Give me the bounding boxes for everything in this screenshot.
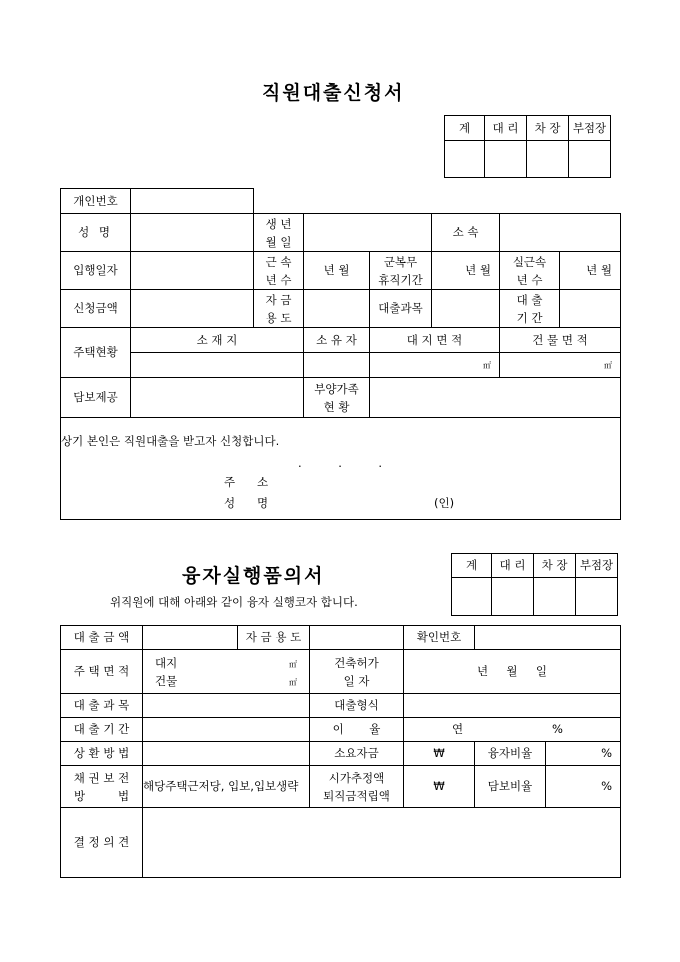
- collateral-label: 담보제공: [61, 378, 131, 418]
- personal-no-field[interactable]: [131, 189, 254, 214]
- dependents-label-1: 부양가족: [314, 381, 359, 396]
- fund-usage-label: 자 금 용 도: [238, 626, 310, 650]
- purpose-label-1: 자 금: [265, 292, 292, 307]
- land-label: 대지: [155, 655, 178, 670]
- personal-no-label: 개인번호: [61, 189, 131, 214]
- location-label: 소 재 지: [131, 328, 304, 353]
- seal-mark: (인): [434, 496, 455, 510]
- financing-ratio-field[interactable]: %: [546, 742, 621, 766]
- loan-type-field[interactable]: [404, 694, 621, 718]
- loan-term-field[interactable]: [560, 290, 621, 328]
- military-label-2: 휴직기간: [378, 272, 423, 287]
- decision-field[interactable]: [143, 808, 621, 878]
- loan-amount-field[interactable]: [143, 626, 238, 650]
- form2-title: 융자실행품의서: [182, 565, 325, 587]
- bond-label-2: 방 법: [73, 788, 130, 803]
- personal-no-table: [60, 188, 254, 214]
- collateral-field[interactable]: [131, 378, 304, 418]
- loan-subject-label: 대출과목: [370, 290, 432, 328]
- confirm-no-field[interactable]: [475, 626, 621, 650]
- collateral-ratio-label: 담보비율: [475, 766, 546, 808]
- building-label: 건물: [155, 673, 178, 688]
- loan-term-label-1: 대 출: [516, 292, 543, 307]
- building-area-label: 건 물 면 적: [500, 328, 621, 353]
- loan-subject2-label: 대 출 과 목: [61, 694, 143, 718]
- approval2-deputy: 대 리: [492, 554, 534, 578]
- approval-deputy: 대 리: [485, 116, 527, 141]
- approval2-sign-staff[interactable]: [452, 578, 492, 616]
- location-field[interactable]: [131, 353, 304, 378]
- approval2-sign-deputy[interactable]: [492, 578, 534, 616]
- form1-title: 직원대출신청서: [262, 82, 405, 104]
- decision-label: 결 정 의 견: [61, 808, 143, 878]
- address-label: 주 소: [224, 475, 269, 489]
- market-value-label-2: 퇴직금적립액: [323, 788, 390, 803]
- permit-label-1: 건축허가: [334, 655, 379, 670]
- interest-field[interactable]: [404, 718, 621, 742]
- approval-sign-staff[interactable]: [445, 141, 485, 178]
- interest-percent: %: [552, 721, 563, 736]
- house-area-field[interactable]: [143, 650, 310, 694]
- approval-staff: 계: [445, 116, 485, 141]
- military-label-1: 군복무: [383, 254, 418, 269]
- actual-tenure-field[interactable]: 년 월: [560, 252, 621, 290]
- loan-term2-label: 대 출 기 간: [61, 718, 143, 742]
- date-dots: . . .: [298, 456, 383, 470]
- application-table: [60, 213, 621, 520]
- approval2-sign-manager[interactable]: [534, 578, 576, 616]
- financing-ratio-label: 융자비율: [475, 742, 546, 766]
- collateral-ratio-field[interactable]: %: [546, 766, 621, 808]
- permit-label-2: 일 자: [343, 673, 370, 688]
- required-fund-field[interactable]: ₩: [404, 742, 475, 766]
- tenure-label-2: 년 수: [265, 272, 292, 287]
- housing-label: 주택현황: [61, 328, 131, 378]
- loan-term2-field[interactable]: [143, 718, 310, 742]
- form2-subtitle: 위직원에 대해 아래와 같이 융자 실행코자 합니다.: [110, 595, 358, 609]
- tenure-label-1: 근 속: [265, 254, 292, 269]
- approval-sign-manager[interactable]: [527, 141, 569, 178]
- house-area-label: 주 택 면 적: [61, 650, 143, 694]
- actual-tenure-label-1: 실근속: [512, 254, 547, 269]
- execution-table: [60, 625, 621, 878]
- amount-label: 신청금액: [61, 290, 131, 328]
- hire-date-label: 입행일자: [61, 252, 131, 290]
- loan-amount-label: 대 출 금 액: [61, 626, 143, 650]
- loan-term-label-2: 기 간: [516, 310, 543, 325]
- name-label: 성 명: [61, 214, 131, 252]
- purpose-field[interactable]: [304, 290, 370, 328]
- land-area-label: 대 지 면 적: [370, 328, 500, 353]
- permit-date-field[interactable]: 년 월 일: [404, 650, 621, 694]
- hire-date-field[interactable]: [131, 252, 254, 290]
- approval2-branch-head: 부점장: [576, 554, 618, 578]
- owner-field[interactable]: [304, 353, 370, 378]
- loan-type-label: 대출형식: [310, 694, 404, 718]
- required-fund-label: 소요자금: [310, 742, 404, 766]
- dependents-label-2: 현 황: [323, 399, 350, 414]
- loan-subject2-field[interactable]: [143, 694, 310, 718]
- loan-subject-field[interactable]: [432, 290, 500, 328]
- form2-approval-table: [451, 553, 618, 616]
- approval-sign-branch-head[interactable]: [569, 141, 611, 178]
- market-value-field[interactable]: ₩: [404, 766, 475, 808]
- interest-label: 이 율: [310, 718, 404, 742]
- bond-label-1: 채 권 보 전: [73, 770, 130, 785]
- declaration-text: 상기 본인은 직원대출을 받고자 신청합니다.: [61, 434, 280, 448]
- actual-tenure-label-2: 년 수: [516, 272, 543, 287]
- year-label: 연: [452, 721, 464, 736]
- name-field[interactable]: [131, 214, 254, 252]
- form1-approval-table: [444, 115, 611, 178]
- birth-label-2: 월 일: [265, 234, 292, 249]
- building-sqm: ㎡: [289, 677, 297, 687]
- owner-label: 소 유 자: [304, 328, 370, 353]
- approval-sign-deputy[interactable]: [485, 141, 527, 178]
- approval2-staff: 계: [452, 554, 492, 578]
- signer-label: 성 명: [224, 496, 269, 510]
- approval-branch-head: 부점장: [569, 116, 611, 141]
- bond-field[interactable]: 해당주택근저당, 입보,입보생략: [143, 766, 310, 808]
- market-value-label-1: 시가추정액: [328, 770, 385, 785]
- fund-usage-field[interactable]: [310, 626, 404, 650]
- amount-field[interactable]: [131, 290, 254, 328]
- repay-field[interactable]: [143, 742, 310, 766]
- approval-manager: 차 장: [527, 116, 569, 141]
- dept-field[interactable]: [500, 214, 621, 252]
- tenure-field[interactable]: 년 월: [304, 252, 370, 290]
- approval2-manager: 차 장: [534, 554, 576, 578]
- land-area-field[interactable]: ㎡: [370, 353, 500, 378]
- military-field[interactable]: 년 월: [432, 252, 500, 290]
- birth-field[interactable]: [304, 214, 432, 252]
- purpose-label-2: 용 도: [265, 310, 292, 325]
- repay-label: 상 환 방 법: [61, 742, 143, 766]
- building-area-field[interactable]: ㎡: [500, 353, 621, 378]
- approval2-sign-branch-head[interactable]: [576, 578, 618, 616]
- dependents-field[interactable]: [370, 378, 621, 418]
- dept-label: 소 속: [432, 214, 500, 252]
- land-sqm: ㎡: [289, 659, 297, 669]
- confirm-no-label: 확인번호: [404, 626, 475, 650]
- birth-label-1: 생 년: [265, 216, 292, 231]
